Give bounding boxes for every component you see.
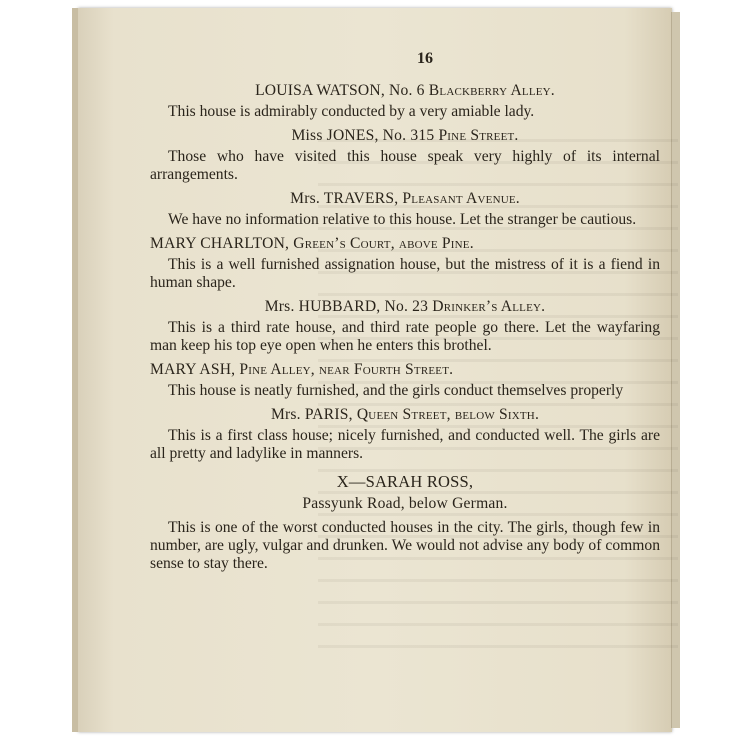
- entry-heading: [150, 127, 660, 145]
- entry: [150, 406, 660, 463]
- page-text: [150, 50, 660, 579]
- entry-heading: [150, 406, 660, 424]
- entry-name: Mrs. HUBBARD, No. 23: [264, 298, 429, 315]
- entry-description: This house is admirably conducted by a very amiable lady.: [168, 103, 535, 120]
- entry-name: MARY ASH,: [150, 361, 236, 378]
- entry-name: Mrs. TRAVERS,: [290, 190, 399, 207]
- entry-description: This is a well furnished assignation house, but the mistress of it is a fiend in human shape.: [150, 256, 660, 291]
- entry: [150, 190, 660, 229]
- entry-address: Green’s Court, above Pine.: [293, 235, 474, 252]
- entry-name: MARY CHARLTON,: [150, 235, 290, 252]
- entry-address: Pleasant Avenue.: [402, 190, 520, 207]
- page-number: 16: [417, 50, 433, 67]
- entry-heading: [150, 361, 660, 379]
- entry-address: Pine Street.: [438, 127, 519, 144]
- entry-address: Blackberry Alley.: [428, 82, 555, 99]
- entry-address: Passyunk Road, below German.: [302, 495, 508, 512]
- entry: [150, 235, 660, 292]
- entry-description: Those who have visited this house speak very highly of its internal arrangements.: [150, 148, 660, 183]
- entry-name: LOUISA WATSON, No. 6: [255, 82, 425, 99]
- entry-description: We have no information relative to this house. Let the stranger be cautious.: [168, 211, 637, 228]
- entry: [150, 298, 660, 355]
- entry-heading: [150, 190, 660, 208]
- entry: [150, 361, 660, 400]
- book-page: [78, 8, 672, 732]
- entry: [150, 82, 660, 121]
- entry-heading: X—SARAH ROSS,: [336, 472, 474, 491]
- entry-description: This is a third rate house, and third rate people go there. Let the wayfaring man keep his top eye open when he enters this brothel.: [150, 319, 660, 354]
- entry-name: Mrs. PARIS,: [270, 406, 353, 423]
- entry-description: This is one of the worst conducted houses in the city. The girls, though few in number, are ugly, vulgar and drunken. We would not advise any body of common sense to stay there.: [150, 519, 660, 572]
- entry: [150, 127, 660, 184]
- entry-description: This house is neatly furnished, and the girls conduct themselves properly: [168, 382, 624, 399]
- page-left-edge: [72, 8, 78, 732]
- entry-description: This is a first class house; nicely furnished, and conducted well. The girls are all pretty and ladylike in manners.: [150, 427, 660, 462]
- entry-address: Queen Street, below Sixth.: [356, 406, 540, 423]
- entry-heading: [150, 82, 660, 100]
- entry-address: Pine Alley, near Fourth Street.: [239, 361, 454, 378]
- entry-heading: [150, 235, 660, 253]
- entry: [150, 473, 660, 573]
- entry-address: Drinker’s Alley.: [432, 298, 546, 315]
- entry-name: Miss JONES, No. 315: [291, 127, 435, 144]
- entry-heading: [150, 298, 660, 316]
